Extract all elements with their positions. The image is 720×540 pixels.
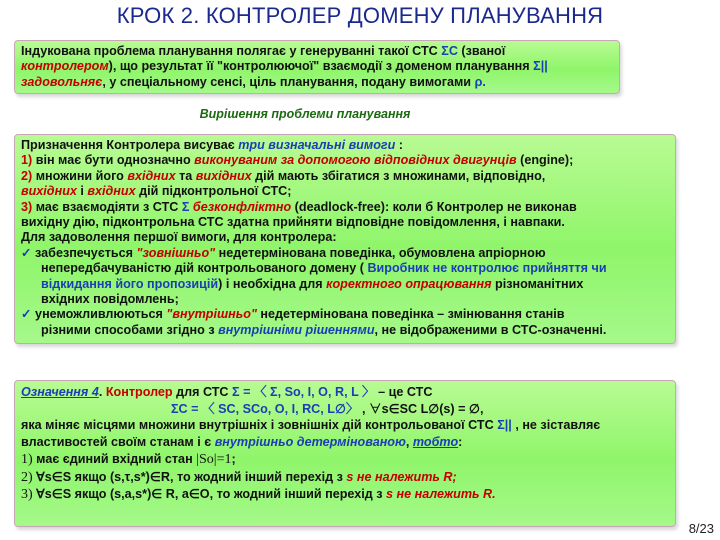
requirement-1: 1) він має бути однозначно виконуваним за допомогою відповідних двигунців (engine); — [21, 153, 574, 168]
page-number: 8/23 — [688, 521, 714, 536]
text-line: Для задоволення першої вимоги, для контролера: — [21, 230, 337, 245]
problem-statement-box — [14, 40, 620, 94]
requirement-2: 2) множини його вхідних та вихідних дій мають збігатися з множинами, відповідно, — [21, 168, 546, 183]
bullet-internal-nondeterminism: ✓ унеможливлюються "внутрішньо" недетермінована поведінка – змінювання станів — [21, 307, 565, 322]
checkmark-icon: ✓ — [21, 307, 32, 322]
text-line: вхідних повідомлень; — [41, 292, 179, 307]
condition-1: 1) має єдиний вхідний стан |So|=1; — [21, 451, 236, 467]
text-line: Призначення Контролера висуває три визначальні вимоги : — [21, 138, 403, 152]
condition-3: 3) ∀s∈S якщо (s,a,s*)∈ R, a∈O, то жодний інший перехід з s не належить R. — [21, 487, 496, 503]
condition-2: 2) ∀s∈S якщо (s,τ,s*)∈R, то жодний інший перехід з s не належить R; — [21, 469, 457, 485]
slide-title: КРОК 2. КОНТРОЛЕР ДОМЕНУ ПЛАНУВАННЯ — [116, 3, 604, 28]
solution-label: Вирішення проблеми планування — [199, 107, 411, 121]
formula-line: ΣC = 〈 SC, SCo, O, I, RC, L∅〉 , ∀s∈SC L∅(s) = ∅, — [171, 401, 484, 416]
text-line: відкидання його пропозицій) і необхідна для коректного опрацювання різноманітних — [41, 276, 584, 291]
requirements-box — [14, 134, 676, 344]
text-line: різними способами згідно з внутрішніми рішеннями, не відображеними в СТС-означенні. — [41, 322, 607, 337]
text-line: контролером), що результат її "контролюючої" взаємодії з доменом планування Σ|| — [21, 59, 548, 74]
definition-heading: Означення 4. Контролер для СТС Σ = 〈 Σ, So, I, O, R, L 〉 – це СТС — [21, 385, 433, 399]
definition-box — [14, 380, 676, 527]
text-line: вихідну дію, підконтрольна СТС здатна прийняти відповідне повідомлення, і навпаки. — [21, 215, 565, 230]
text-line: Індукована проблема планування полягає у генеруванні такої СТС ΣC (званої — [21, 44, 506, 58]
checkmark-icon: ✓ — [21, 245, 32, 260]
bullet-external-nondeterminism: ✓ забезпечується "зовнішньо" недетермінована поведінка, обумовлена апріорною — [21, 245, 546, 260]
requirement-3: 3) має взаємодіяти з СТС Σ безконфліктно (deadlock-free): коли б Контролер не виконав — [21, 199, 577, 214]
text-line: властивостей своїм станам і є внутрішньо детермінованою, тобто: — [21, 435, 463, 450]
text-line: яка міняє місцями множини внутрішніх і зовнішніх дій контрольованої СТС Σ|| , не зіставляє — [21, 418, 601, 433]
text-line: непередбачуваністю дій контрольованого домену ( Виробник не контролює прийняття чи — [41, 261, 607, 276]
text-line: вихідних і вхідних дій підконтрольної СТС; — [21, 184, 292, 199]
text-line: задовольняє, у спеціальному сенсі, ціль планування, подану вимогами ρ. — [21, 74, 486, 89]
